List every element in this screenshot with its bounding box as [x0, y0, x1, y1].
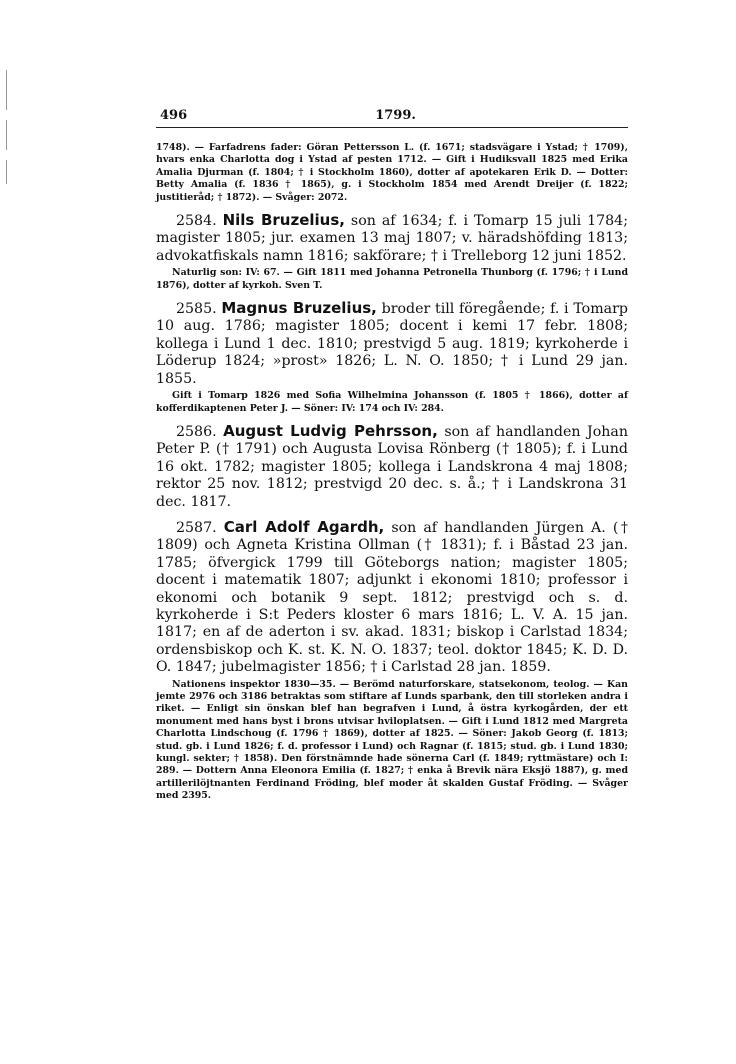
entry-paragraph [156, 300, 628, 388]
entry-name: August Ludvig Pehrsson, [223, 421, 438, 440]
entry-number: 2586. [176, 423, 217, 440]
entry-note: Nationens inspektor 1830—35. — Berömd naturforskare, statsekonom, teolog. — Kan jemte 2976 och 3186 betraktas som stiftare af Lunds sparbank, den till storleken andra i riket. — Enligt sin önskan blef han begrafven i Lund, å östra kyrkogården, der ett monument med hans byst i brons utvisar hviloplatsen. — Gift i Lund 1812 med Margreta Charlotta Lindschoug (f. 1796 † 1869), dotter af 1825. — Söner: Jakob Georg (f. 1813; stud. gb. i Lund 1826; f. d. professor i Lund) och Ragnar (f. 1815; stud. gb. i Lund 1830; kungl. sekter; † 1858). Den förstnämnde hade sönerna Carl (f. 1849; ryttmästare) och I: 289. — Dottern Anna Eleonora Emilia (f. 1827; † enka å Brevik nära Eksjö 1887), g. med artillerilöjtnanten Ferdinand Fröding, blef moder åt skalden Gustaf Fröding. — Svåger med 2395. [156, 678, 628, 802]
entry-number: 2585. [176, 301, 217, 318]
margin-rule-marks [6, 70, 8, 190]
entry-paragraph [156, 519, 628, 677]
entry-text: broder till föregående; f. i Tomarp 10 aug. 1786; magister 1805; docent i kemi 17 febr. 1808; kollega i Lund 1 dec. 1810; prestvigd 5 aug. 1819; kyrkoherde i Löderup 1824; »prost» 1826; L. N. O. 1850; † i Lund 29 jan. 1855. [156, 301, 628, 387]
book-page [156, 108, 628, 803]
entry-paragraph [156, 423, 628, 511]
entry-note: Naturlig son: IV: 67. — Gift 1811 med Johanna Petronella Thunborg (f. 1796; † i Lund 1876), dotter af kyrkoh. Sven T. [156, 267, 628, 291]
page-number: 496 [160, 108, 188, 123]
entry-text: son af handlanden Johan Peter P. († 1791) och Augusta Lovisa Rönberg († 1805); f. i Lund 16 okt. 1782; magister 1805; kollega i Landskrona 4 maj 1808; rektor 25 nov. 1812; prestvigd 20 dec. s. å.; † i Landskrona 31 dec. 1817. [156, 423, 629, 510]
entry-text: son af 1634; f. i Tomarp 15 juli 1784; magister 1805; jur. examen 13 maj 1807; v. häradshöfding 1813; advokatfiskals namn 1816; sakförare; † i Trelleborg 12 juni 1852. [156, 213, 628, 264]
entry-2587 [156, 519, 628, 803]
entry-2584 [156, 212, 628, 292]
entry-2586 [156, 423, 628, 511]
running-title: 1799. [375, 108, 416, 123]
entry-note: Gift i Tomarp 1826 med Sofia Wilhelmina Johansson (f. 1805 † 1866), dotter af kofferdikaptenen Peter J. — Söner: IV: 174 och IV: 284. [156, 390, 628, 414]
continuation-paragraph: 1748). — Farfadrens fader: Göran Pettersson L. (f. 1671; stadsvägare i Ystad; † 1709), hvars enka Charlotta dog i Ystad af pesten 1712. — Gift i Hudiksvall 1825 med Erika Amalia Djurman (f. 1804; † i Stockholm 1860), dotter af apotekaren Erik D. — Dotter: Betty Amalia (f. 1836 † 1865), g. i Stockholm 1854 med Arendt Dreijer (f. 1822; justitieråd; † 1872). — Svåger: 2072. [156, 142, 628, 203]
entry-text: son af handlanden Jürgen A. († 1809) och Agneta Kristina Ollman († 1831); f. i Båstad 23 jan. 1785; öfvergick 1799 till Göteborgs nation; magister 1805; docent i matematik 1807; adjunkt i ekonomi 1810; professor i ekonomi och botanik 9 sept. 1812; prestvigd och s. d. kyrkoherde i S:t Peders kloster 6 mars 1816; L. V. A. 15 jan. 1817; en af de aderton i sv. akad. 1831; biskop i Carlstad 1834; ordensbiskop och K. st. K. N. O. 1837; teol. doktor 1845; K. D. D. O. 1847; jubelmagister 1856; † i Carlstad 28 jan. 1859. [156, 519, 629, 676]
entry-2585 [156, 300, 628, 415]
entry-paragraph [156, 212, 628, 265]
entry-name: Magnus Bruzelius, [221, 299, 377, 318]
entry-name: Carl Adolf Agardh, [223, 517, 385, 536]
entry-name: Nils Bruzelius, [222, 211, 345, 230]
entry-number: 2587. [176, 519, 217, 536]
page-header [156, 108, 628, 128]
entry-number: 2584. [176, 213, 217, 230]
